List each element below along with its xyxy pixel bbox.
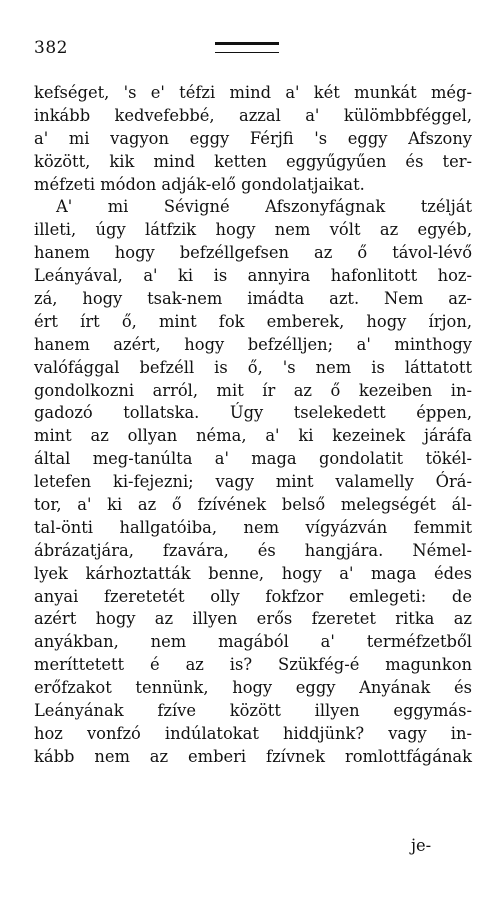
text-line: kább nem az emberi fzívnek romlottfágának (34, 746, 472, 766)
text-line: zá, hogy tsak-nem imádta azt. Nem az- (34, 289, 472, 309)
header-ornament-rule (215, 42, 279, 53)
text-line: között, kik mind ketten eggyűgyűen és ter- (34, 151, 472, 171)
text-line: kefséget, 's e' téfzi mind a' két munkát még- (34, 83, 472, 102)
text-line: erőfzakot tennünk, hogy eggy Anyának és (34, 678, 472, 698)
catchword: je- (411, 836, 432, 855)
text-line: anyai fzeretetét olly fokfzor emlegeti: de (34, 586, 472, 606)
text-line: letefen ki-fejezni; vagy mint valamelly Órá- (34, 472, 472, 492)
text-line: tor, a' ki az ő fzívének belső melegségét ál- (34, 495, 472, 515)
text-line: a' mi vagyon eggy Férjfi 's eggy Afszony (34, 128, 472, 148)
text-line: hanem hogy befzéllgefsen az ő távol-lévő (34, 243, 472, 263)
text-line: Leányának fzíve között illyen eggymás- (34, 701, 472, 721)
text-line: hoz vonfzó indúlatokat hiddjünk? vagy in- (34, 723, 472, 743)
text-line: által meg-tanúlta a' maga gondolatit tökél- (34, 449, 472, 469)
text-line: azért hogy az illyen erős fzeretet ritka az (34, 609, 472, 629)
text-line: hanem azért, hogy befzélljen; a' minthogy (34, 334, 472, 354)
text-line: meríttetett é az is? Szükfég-é magunkon (34, 655, 472, 675)
text-line: anyákban, nem magából a' terméfzetből (34, 632, 472, 652)
body-text (34, 82, 472, 769)
text-line: valófággal befzéll is ő, 's nem is láttatott (34, 357, 472, 377)
text-line: mint az ollyan néma, a' ki kezeinek járáfa (34, 426, 472, 446)
text-line: tal-önti hallgatóiba, nem vígyázván femmit (34, 517, 472, 537)
text-line: A' mi Sévigné Afszonyfágnak tzélját (56, 197, 472, 217)
text-line: inkább kedvefebbé, azzal a' külömbbféggel, (34, 105, 472, 125)
text-line: illeti, úgy látfzik hogy nem vólt az egyéb, (34, 220, 472, 240)
text-line: Leányával, a' ki is annyira hafonlitott hoz- (34, 266, 472, 286)
page-number: 382 (34, 38, 68, 58)
text-line: gadozó tollatska. Úgy tselekedett éppen, (34, 403, 472, 423)
text-line: lyek kárhoztatták benne, hogy a' maga édes (34, 563, 472, 583)
text-line: ért írt ő, mint fok emberek, hogy írjon, (34, 311, 472, 331)
text-line: méfzeti módon adják-elő gondolatjaikat. (34, 174, 365, 194)
text-line: ábrázatjára, fzavára, és hangjára. Némel- (34, 540, 472, 560)
text-line: gondolkozni arról, mit ír az ő kezeiben in- (34, 380, 472, 400)
